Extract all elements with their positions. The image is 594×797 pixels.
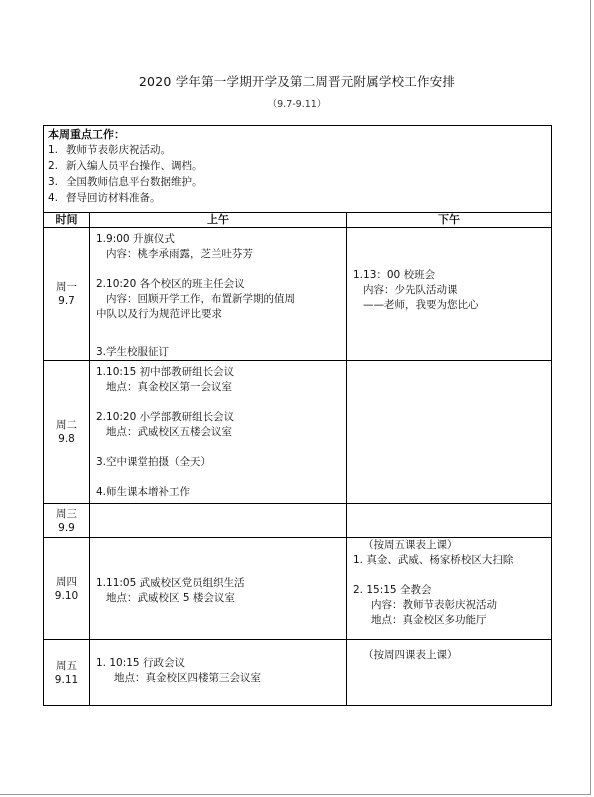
day-row-tue [44,361,552,504]
am-entry-detail: 地点：真金校区第一会议室 [106,381,232,393]
day-name: 周一 [56,281,77,293]
day-row-wed [44,504,552,538]
am-entry: 2.10:20 小学部教研组长会议 [96,411,235,423]
focus-item [48,174,547,190]
pm-cell [347,361,552,504]
header-pm: 下午 [347,213,552,228]
am-entry: 1.10:15 初中部教研组长会议 [96,366,235,378]
am-entry: 1.11:05 武威校区党员组织生活 [96,576,245,589]
day-date: 9.11 [54,673,79,686]
day-label [44,640,90,706]
header-am: 上午 [90,213,347,228]
pm-entry: 2. 15:15 全教会 [353,584,432,596]
am-cell [90,228,347,361]
header-row [44,213,552,228]
pm-entry-note: （按周四课表上课） [363,649,458,661]
am-cell [90,640,347,706]
day-date: 9.10 [54,589,79,602]
am-entry-detail: 地点：武威校区 5 楼会议室 [106,591,235,604]
day-name: 周五 [56,659,77,672]
pm-entry-detail: 内容：少先队活动课 [363,284,458,296]
header-time: 时间 [44,213,90,228]
am-entry: 1. 10:15 行政会议 [96,657,185,669]
day-name: 周三 [56,507,77,520]
focus-item-text: 全国教师信息平台数据维护。 [66,176,203,188]
am-entry: 3.空中课堂拍摄（全天） [96,456,212,468]
focus-item-text: 新入编人员平台操作、调档。 [66,160,203,172]
focus-row [44,126,552,213]
am-entry: 1.9:00 升旗仪式 [96,233,175,245]
document-title: 2020 学年第一学期开学及第二周晋元附属学校工作安排 [138,74,456,89]
am-entry-detail: 内容：回顾开学工作，布置新学期的值周 [106,293,295,305]
pm-cell [347,538,552,640]
day-date: 9.9 [58,521,75,534]
focus-item-number: 4. [48,192,59,204]
pm-cell [347,228,552,361]
document-subtitle: （9.7-9.11） [267,99,327,110]
day-label [44,538,90,640]
day-date: 9.7 [58,295,75,307]
am-cell [90,538,347,640]
day-row-mon [44,228,552,361]
am-cell [90,361,347,504]
pm-cell [347,504,552,538]
am-entry-detail: 中队以及行为规范评比要求 [96,308,222,320]
pm-entry-detail: 地点：真金校区多功能厅 [371,614,487,626]
focus-item [48,190,547,206]
day-name: 周四 [56,575,77,588]
am-entry-detail: 地点：真金校区四楼第三会议室 [114,672,261,684]
focus-cell [44,126,552,213]
pm-entry: 1.13：00 校班会 [353,269,436,281]
pm-entry-detail: ——老师，我要为您比心 [363,299,479,311]
focus-heading: 本周重点工作： [48,128,125,141]
day-label [44,228,90,361]
focus-item-text: 督导回访材料准备。 [66,192,161,204]
focus-item-number: 1. [48,144,59,156]
pm-cell [347,640,552,706]
am-entry-detail: 地点：武威校区五楼会议室 [106,426,232,438]
day-date: 9.8 [58,433,75,445]
day-row-thu [44,538,552,640]
day-name: 周二 [56,419,77,431]
schedule-table [43,125,552,706]
focus-item [48,158,547,174]
focus-item [48,142,547,158]
pm-entry-detail: 内容：教师节表彰庆祝活动 [371,599,497,611]
focus-item-text: 教师节表彰庆祝活动。 [66,144,171,156]
am-cell [90,504,347,538]
pm-entry-note: （按周五课表上课） [363,539,458,551]
pm-entry: 1. 真金、武威、杨家桥校区大扫除 [353,554,514,566]
focus-item-number: 3. [48,176,59,188]
am-entry: 4.师生课本增补工作 [96,486,191,498]
am-entry: 2.10:20 各个校区的班主任会议 [96,278,245,290]
day-row-fri [44,640,552,706]
am-entry-detail: 内容：桃李承雨露，芝兰吐芬芳 [106,248,253,260]
am-entry: 3.学生校服征订 [96,346,170,358]
day-label [44,504,90,538]
focus-item-number: 2. [48,160,59,172]
day-label [44,361,90,504]
